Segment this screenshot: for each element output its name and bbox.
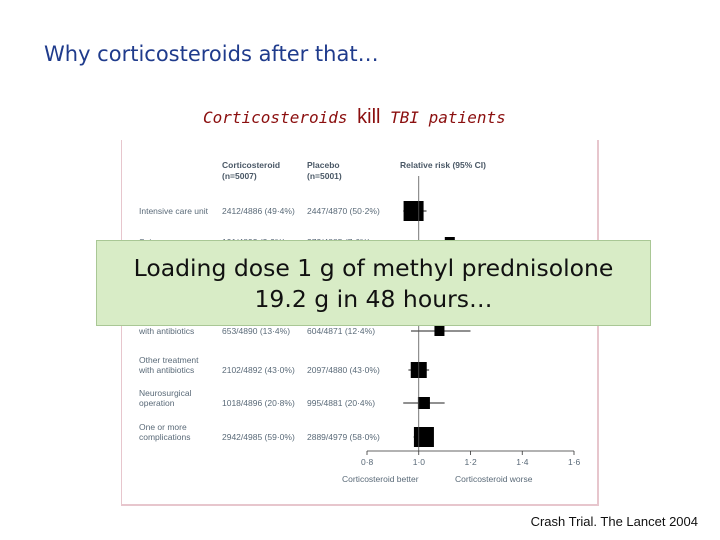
callout-line-1: Loading dose 1 g of methyl prednisolone	[133, 254, 614, 282]
point-estimate	[404, 201, 424, 221]
citation: Crash Trial. The Lancet 2004	[530, 514, 698, 529]
row-placebo-value: 2889/4979 (58·0%)	[307, 432, 380, 442]
col-header-corticosteroid: Corticosteroid	[222, 160, 281, 170]
x-tick-label: 0·8	[361, 457, 374, 467]
slide-title: Why corticosteroids after that…	[44, 42, 379, 66]
x-tick-label: 1·0	[412, 457, 426, 467]
row-label-line2: complications	[139, 432, 191, 442]
row-placebo-value: 604/4871 (12·4%)	[307, 326, 376, 336]
row-corticosteroid-value: 2102/4892 (43·0%)	[222, 365, 295, 375]
point-estimate	[418, 397, 430, 409]
row-placebo-value: 995/4881 (20·4%)	[307, 398, 376, 408]
subtitle-kill-word: kill	[357, 106, 381, 128]
point-estimate	[434, 326, 444, 336]
row-label: Neurosurgical	[139, 388, 192, 398]
axis-right-label: Corticosteroid worse	[455, 474, 533, 484]
row-label-line2: operation	[139, 398, 175, 408]
row-label-line2: with antibiotics	[139, 365, 195, 375]
x-tick-label: 1·4	[516, 457, 529, 467]
row-label-line2: with antibiotics	[139, 326, 195, 336]
row-corticosteroid-value: 2412/4886 (49·4%)	[222, 206, 295, 216]
x-tick-label: 1·6	[568, 457, 581, 467]
x-tick-label: 1·2	[464, 457, 477, 467]
row-label: One or more	[139, 422, 187, 432]
col-header-relative-risk: Relative risk (95% CI)	[400, 160, 486, 170]
row-label: Intensive care unit	[139, 206, 208, 216]
row-corticosteroid-value: 2942/4985 (59·0%)	[222, 432, 295, 442]
row-placebo-value: 2447/4870 (50·2%)	[307, 206, 380, 216]
row-corticosteroid-value: 653/4890 (13·4%)	[222, 326, 291, 336]
axis-left-label: Corticosteroid better	[342, 474, 419, 484]
row-corticosteroid-value: 1018/4896 (20·8%)	[222, 398, 295, 408]
point-estimate	[414, 427, 434, 447]
dose-callout	[96, 240, 651, 326]
callout-line-2: 19.2 g in 48 hours…	[254, 285, 493, 313]
col-header-corticosteroid-n: (n=5007)	[222, 171, 257, 181]
col-header-placebo: Placebo	[307, 160, 340, 170]
col-header-placebo-n: (n=5001)	[307, 171, 342, 181]
subtitle-start: Corticosteroids	[203, 108, 348, 127]
row-placebo-value: 2097/4880 (43·0%)	[307, 365, 380, 375]
subtitle-end: TBI patients	[390, 108, 506, 127]
slide-subtitle	[203, 106, 506, 129]
row-label: Other treatment	[139, 355, 199, 365]
